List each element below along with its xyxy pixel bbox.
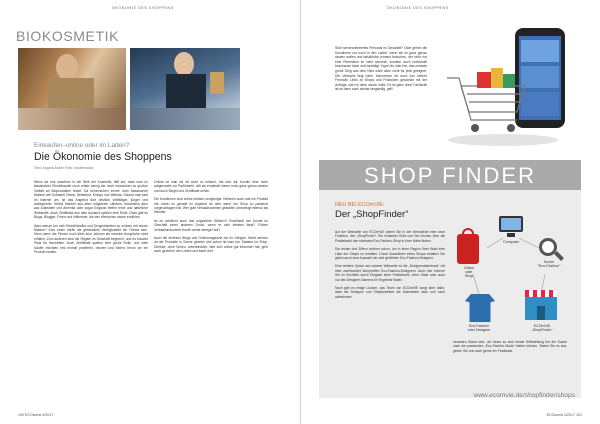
- paragraph: Aber warum tun sich Einzelhändler und Drogerieketten so schwer mit neuen Marken? Zum einen dürfte die gesetzliche Verfügbarkeit ein Thema sein. Denn wenn die Firmen noch klein sind, können sie manche Ansprüche nicht erfüllen. Zum anderen sind die Regale im Geschäft begrenzt, und es braucht Platz für Neuheiten. Auch Zertifikate spielen eine große Rolle, und viele Käufer möchten erst einmal probieren, riechen und fühlen, bevor sie ein Produkt kaufen.: [34, 223, 148, 255]
- computer-icon: [499, 216, 523, 232]
- shopping-photo-left-strip: [18, 108, 126, 130]
- article-kicker: Einkaufen–online oder im Laden?: [34, 142, 130, 149]
- eco-fashion-label: [453, 324, 505, 332]
- online-shop-label: [449, 266, 489, 279]
- label-line: Online: [463, 266, 475, 270]
- shopfinder-column-1: [335, 230, 445, 374]
- shop-door: [537, 306, 545, 320]
- paragraph: Auf der Webseite von ECOmVIE sehen Sie in der Menüleiste eine neue Funktion, den „ShopFinder“. Ein einfacher Klick und Sie können über die Postleitzahl den nächsten Eco-Fashion-Shop in Ihrer Nähe finden.: [335, 230, 445, 243]
- shopfinder-banner: [319, 160, 581, 190]
- paragraph: neuesten Stand sein, um Ihnen so eine ideale Hilfestellung bei der Suche nach der passenden „Eco-Fashion Mode“ bieten können. Testen Sie es aus, geben Sie uns auch gerne ein Feedback.: [453, 340, 567, 353]
- folio-left: 100 ECOworld 4/2017: [18, 413, 54, 417]
- article-column-2: [154, 180, 268, 410]
- shopfinder-box: [319, 190, 581, 398]
- article-headline: Die Ökonomie des Shoppens: [34, 151, 172, 163]
- paragraph: Ist es vielleicht auch das ungestörte Stöbern? Empfindet der Kunde im Geschäft einen anderen Druck, wenn er sich beraten lässt? Fühlen Verkaufsinduzierte Kaufe online weniger auf?: [154, 218, 268, 232]
- shopfinder-column-2: [453, 340, 567, 380]
- paragraph: Die Kundinnen sind online einfach neugieriger. Nehmen auch mal ein Produkt mit, wenn es gerade im Angebot ist oder wenn der Shop so passend vorgeschlagen hat. Wer gute Verkaufsrahmen gestaltet, überzeugt ebenso als Händler.: [154, 197, 268, 215]
- label-line: oder: [465, 270, 473, 275]
- paragraph: Stört servieorientiertes Personal im Geschäft? Oder gehen die Kundinnen nur noch in den Laden, wenn sie es ganz genau wissen wollen und tatsächlich jemand brauchen, der nicht nur eine Rezension im Netz schreibt, sondern auch individuell beschauen kann und bestätigt. Hype hin oder her, das neueste große Ding aus dem Netz wäre dann nicht für jede geeignet. Der Verdacht liegt nahe, bekommen ich doch von meiner Freundin Links zu Shops und Produkten geschickt mit der Anfrage, wie ich denn davon halte. Es ist ganz ohne Fachkraft ist es dann auch wieder langweilig, gell!: [335, 46, 427, 92]
- shopping-photo-right: [130, 48, 240, 108]
- paragraph: Noch gibt es einige Lücken, das Team von ECOmVIE sorgt aber dafür, dass die Designer und Shopbetreiber die Datenbank nach und nach aufnehmen.: [335, 286, 445, 299]
- shopfinder-url[interactable]: www.ecomvie.de/shopfinder/shops: [473, 392, 575, 399]
- paragraph: Wenn wir uns umsehen in der Welt der Kosmetik, fällt auf, dass man im klassischen Einzelhandel noch relativ wenig der doch inzwischen so großen Vielfalt an Bioprodukten findet. Da beherrschen immer noch klassischen Marken wie Goldwell, Nivea, Sebamed, Kneipp und Weleda. Schaut man sich im Internet um, ist das Angebot dort deutlich vielfältiger, jünger und aufregender. Kleine Marken aus allen möglichen Ländern, besonders aber aus Australien und Amerika oder sogar England bieten reine und natürliche Wirkstoffe. Auch Zertifikate aus dem Ausland spielen eine Rolle. Dazu gibt es Blogs, Blogger, Foren und Influencer, die den Menschen davon erzählen.: [34, 180, 148, 220]
- jacket-icon: [465, 294, 495, 322]
- label-line: Eco-Fashion: [468, 324, 490, 328]
- search-label: [527, 260, 571, 268]
- label-line: „ShopFinder“: [531, 328, 553, 333]
- awning: [525, 290, 557, 297]
- shopping-photo-right-strip: [130, 108, 240, 130]
- running-head: ÖKONOMIE DES SHOPPENS: [112, 6, 174, 10]
- article-column-1: [34, 180, 148, 410]
- computer-label: Computer: [503, 240, 519, 244]
- label-line: "Eco-Fashion": [537, 264, 561, 269]
- shopfinder-kicker: NEU BEI ECOmVIE:: [335, 202, 385, 208]
- folio-right: ECOworld 4/2017 101: [546, 413, 582, 417]
- shopping-bag-icon: [457, 234, 479, 264]
- running-head: ÖKONOMIE DES SHOPPENS: [387, 6, 449, 10]
- label-line: Shop: [464, 274, 474, 279]
- shopping-photo-left: [18, 48, 126, 108]
- shopfinder-diagram: [449, 214, 571, 338]
- section-title: BIOKOSMETIK: [16, 28, 120, 44]
- article-column-3: [335, 46, 427, 142]
- bag-handle: [462, 228, 474, 236]
- phone-cart-graphic: [433, 22, 583, 150]
- storefront-icon: [525, 296, 557, 320]
- computer-stand: [507, 233, 515, 237]
- shopfinder-headline: Der „ShopFinder“: [335, 209, 409, 220]
- banner-title: SHOP FINDER: [364, 163, 536, 188]
- label-line: oder Designer: [467, 328, 491, 333]
- shopfinder-label: [517, 324, 567, 332]
- label-line: Suche: [543, 260, 555, 264]
- paragraph: Eine weitere Option auf unserer Webseite ist die „Designerdatenbank“ mit über zweihundert überprüften Eco-Fashion-Designern. Auch hier können Sie im Suchfeld durch Eingabe einer Postleitzahl, einer Stadt oder auch nur des Designer-Namens Ihr Ergebnis finden.: [335, 264, 445, 282]
- paragraph: Online ist man da oft nicht so kritisch, hat sich die Kundin über doch aufgemacht zur Parfümerie, will sie ernsthaft immer noch ganz genau wissen und auch Siegel und Zertifikate sehen.: [154, 180, 268, 193]
- right-page: [300, 0, 600, 424]
- paragraph: Die ersten drei Ziffern reichen schon, um in einer Region Ihrer Wahl eine Liste der Shops zu erhalten. Durch Auswählen eines Shops erhalten Sie gleich auch eine Auswahl der dort geführten Eco-Fashion-Designer.: [335, 247, 445, 261]
- paragraph: Auch die diversen Blogs und Onlinemagazine tun ihr Übriges. Meist werden da die Produkte in Szene gesetzt und schon ist man per Tastatur im Shop. Direkter, ohne Scheu, unverbindlich. Wer sich online gut informiert hat, geht auch gezielt in den Laden und kauft dort.: [154, 236, 268, 254]
- phone-cart-illustration: [433, 22, 583, 150]
- label-line: ECOmVIE: [533, 324, 551, 328]
- article-credit: Text: Angela Anker Foto: shutterstock: [34, 166, 94, 170]
